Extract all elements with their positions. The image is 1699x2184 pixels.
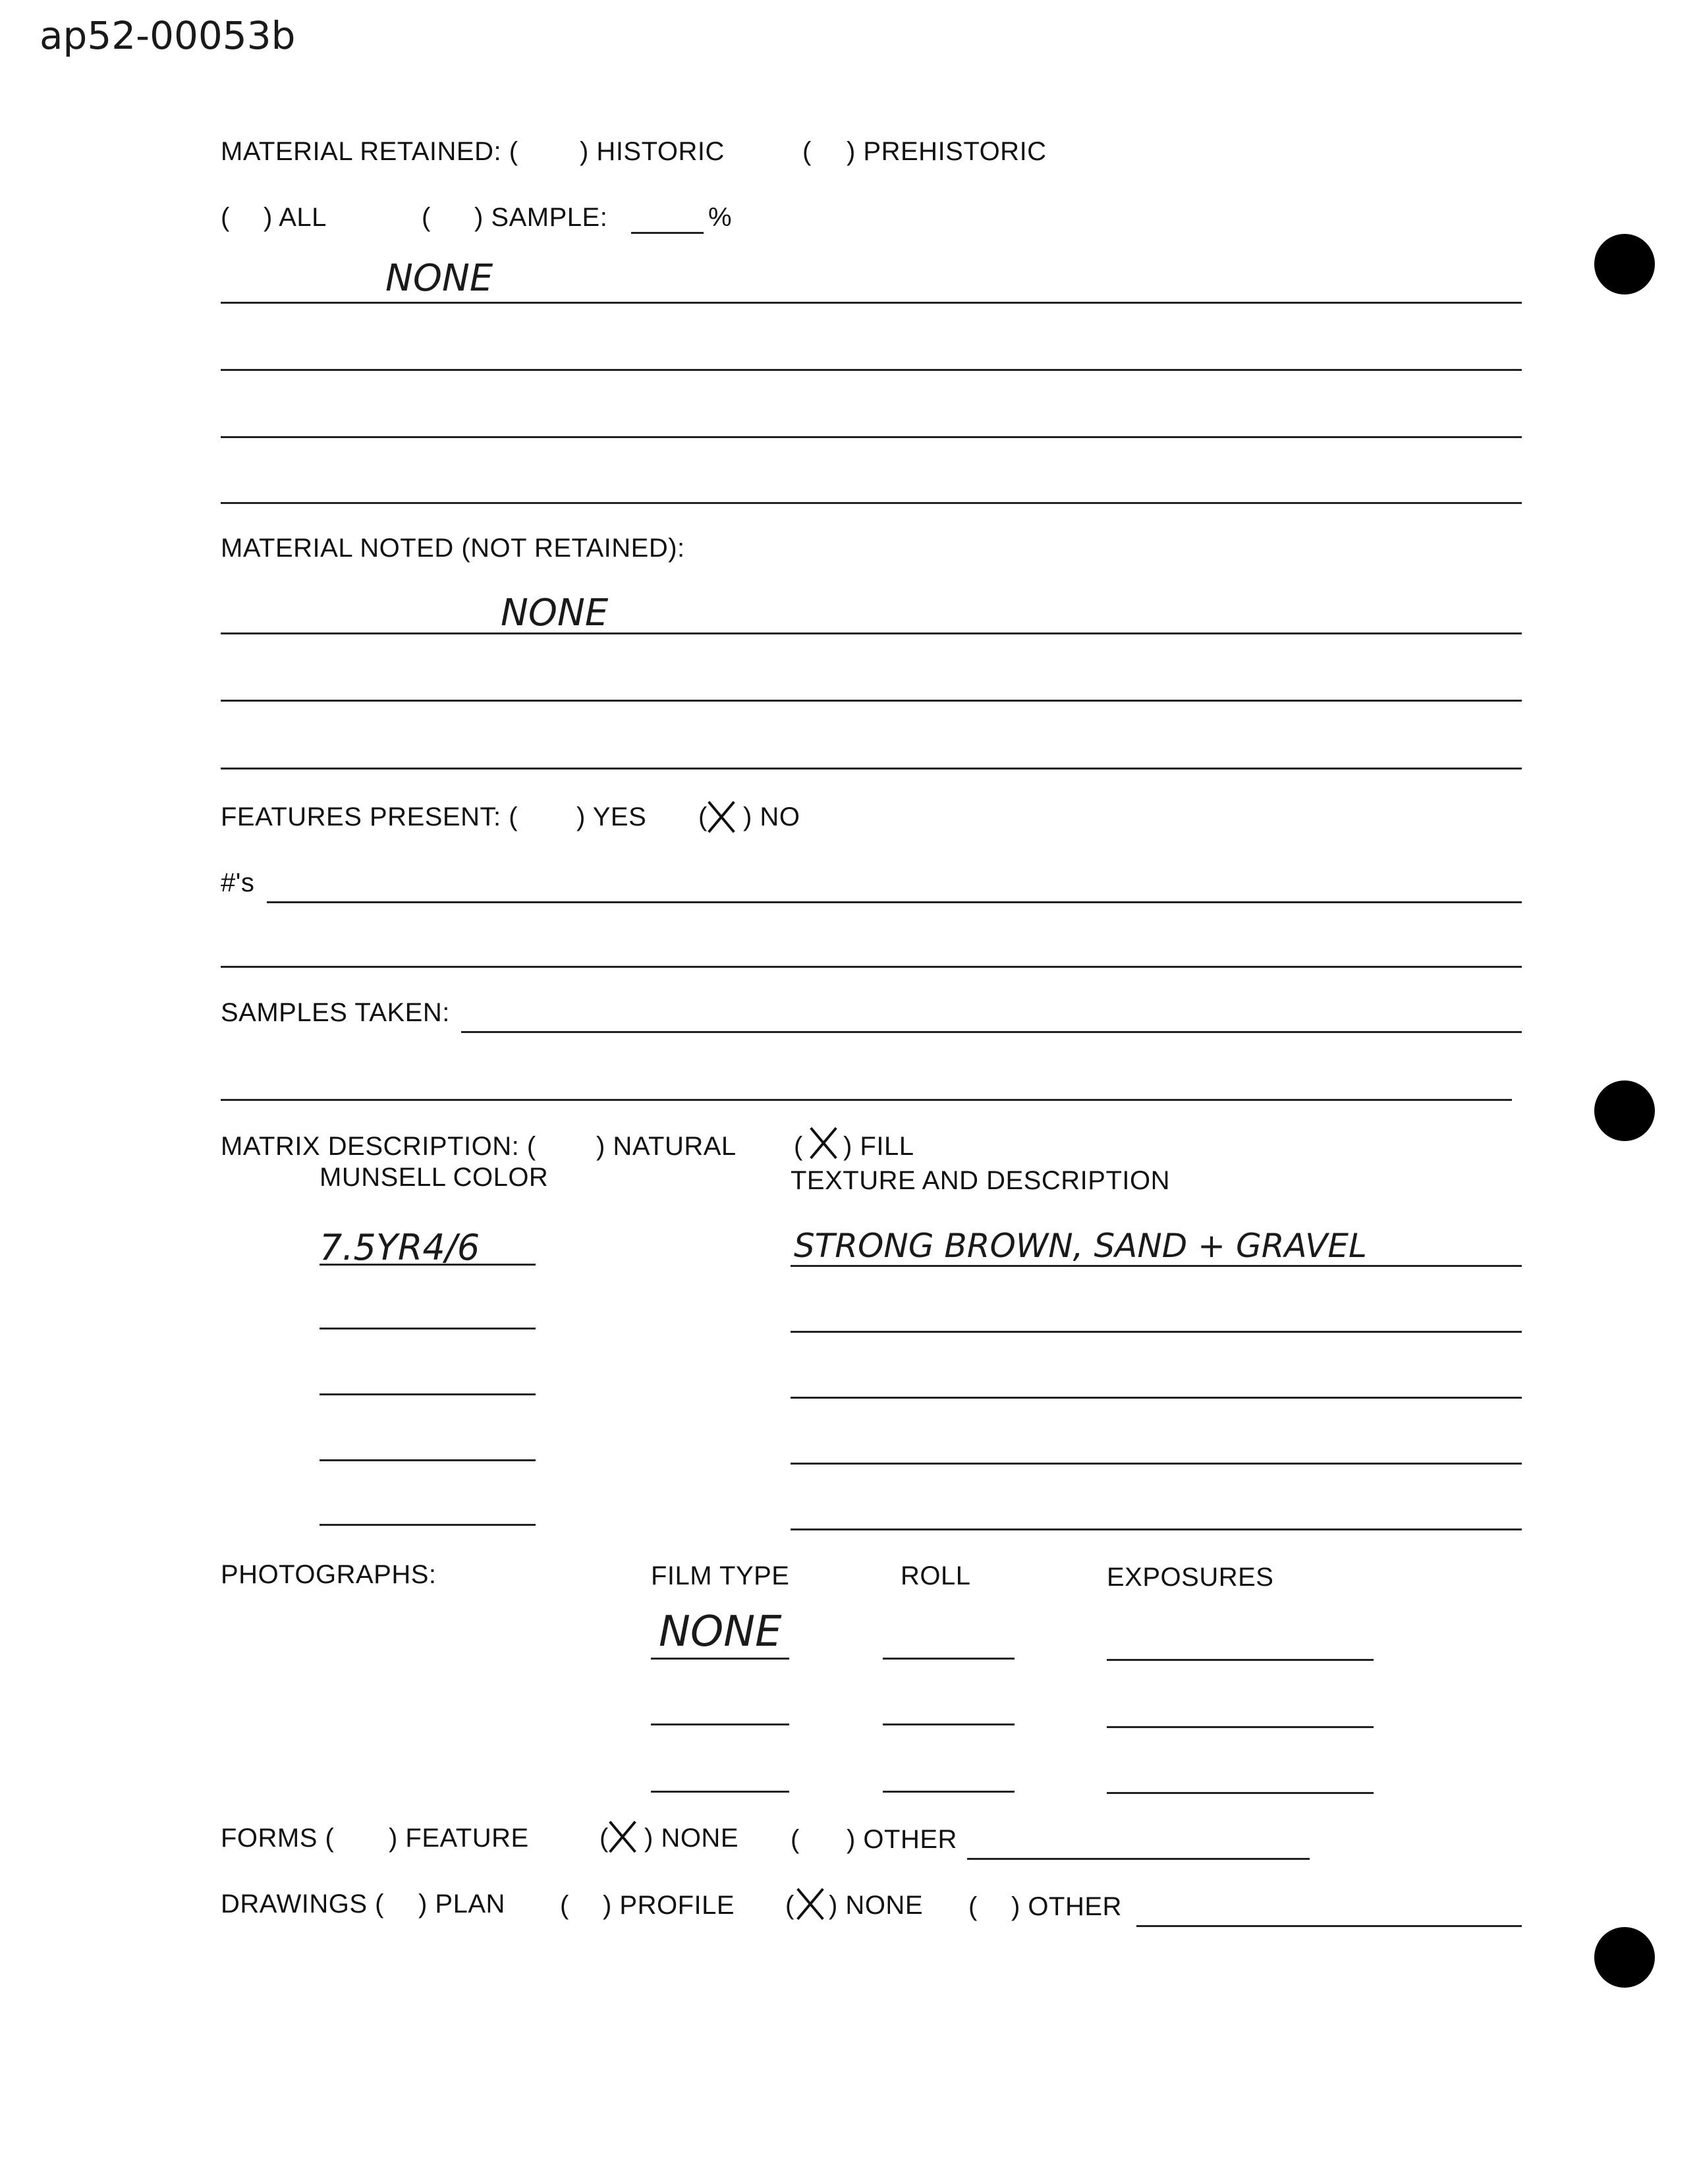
exposures-line-2[interactable] [1107,1726,1374,1728]
samples-taken-label: SAMPLES TAKEN: [221,998,450,1027]
prehistoric-option[interactable]: ) PREHISTORIC [847,137,1047,166]
feature-numbers-line-1[interactable] [267,901,1522,903]
features-present-label: FEATURES PRESENT: ( [221,802,518,831]
features-no-open-paren: ( [698,802,708,831]
material-noted-label: MATERIAL NOTED (NOT RETAINED): [221,534,685,563]
drawings-none-open-paren: ( [785,1891,794,1920]
forms-none-check-mark [603,1817,642,1857]
drawings-none-check-mark [791,1884,830,1924]
percent-sign: % [708,203,733,232]
drawings-label: DRAWINGS ( [221,1890,384,1918]
material-retained-line-4[interactable] [221,502,1522,504]
munsell-color-value: 7.5YR4/6 [320,1227,480,1268]
drawings-profile-option[interactable]: ) PROFILE [603,1891,735,1920]
all-open-paren: ( [221,203,230,232]
texture-line-4[interactable] [791,1463,1522,1465]
samples-taken-line-2[interactable] [221,1099,1512,1101]
roll-line-1[interactable] [883,1658,1015,1660]
film-type-value: NONE [659,1608,782,1656]
feature-numbers-label: #'s [221,868,255,897]
material-retained-line-2[interactable] [221,369,1522,371]
texture-description-value: STRONG BROWN, SAND + GRAVEL [794,1227,1367,1265]
material-retained-line-3[interactable] [221,436,1522,438]
matrix-fill-open-paren: ( [794,1132,803,1161]
all-option[interactable]: ) ALL [264,203,327,232]
munsell-line-5[interactable] [320,1524,536,1526]
features-no-check-mark [702,797,741,837]
material-noted-line-3[interactable] [221,768,1522,770]
material-retained-line-1[interactable] [221,302,1522,304]
munsell-color-header: MUNSELL COLOR [320,1163,549,1192]
forms-none-open-paren: ( [599,1824,609,1853]
exposures-line-3[interactable] [1107,1792,1374,1794]
document-id: ap52-00053b [40,13,296,58]
binder-hole-middle [1594,1080,1655,1141]
matrix-fill-check-mark [804,1123,843,1163]
features-no-option[interactable]: ) NO [743,802,800,831]
binder-hole-bottom [1594,1927,1655,1988]
forms-other-open-paren: ( [791,1825,800,1854]
texture-line-1[interactable] [791,1265,1522,1267]
matrix-fill-option[interactable]: ) FILL [843,1132,914,1161]
munsell-line-3[interactable] [320,1393,536,1395]
texture-description-header: TEXTURE AND DESCRIPTION [791,1166,1171,1195]
drawings-profile-open-paren: ( [560,1891,569,1920]
film-type-line-1[interactable] [651,1658,789,1660]
forms-other-option[interactable]: ) OTHER [847,1825,957,1854]
photographs-label: PHOTOGRAPHS: [221,1560,437,1589]
drawings-other-option[interactable]: ) OTHER [1011,1892,1122,1921]
feature-numbers-line-2[interactable] [221,966,1522,968]
drawings-none-option[interactable]: ) NONE [829,1891,923,1920]
texture-line-5[interactable] [791,1528,1522,1530]
material-retained-label: MATERIAL RETAINED: ( [221,137,518,166]
forms-label: FORMS ( [221,1824,335,1853]
forms-other-field[interactable] [967,1858,1310,1860]
exposures-header: EXPOSURES [1107,1563,1274,1592]
exposures-line-1[interactable] [1107,1659,1374,1661]
munsell-line-1[interactable] [320,1264,536,1266]
features-yes-option[interactable]: ) YES [576,802,647,831]
film-type-line-2[interactable] [651,1723,789,1725]
munsell-line-4[interactable] [320,1459,536,1461]
roll-header: ROLL [901,1561,971,1590]
sample-option[interactable]: ) SAMPLE: [474,203,608,232]
samples-taken-line-1[interactable] [461,1031,1522,1033]
munsell-line-2[interactable] [320,1328,536,1330]
drawings-other-open-paren: ( [968,1892,978,1921]
sample-open-paren: ( [422,203,431,232]
film-type-line-3[interactable] [651,1791,789,1793]
drawings-other-field[interactable] [1136,1925,1522,1927]
material-noted-line-2[interactable] [221,700,1522,702]
drawings-plan-option[interactable]: ) PLAN [418,1890,505,1918]
matrix-natural-option[interactable]: ) NATURAL [596,1132,737,1161]
material-noted-value: NONE [501,592,609,634]
material-noted-line-1[interactable] [221,632,1522,634]
texture-line-3[interactable] [791,1397,1522,1399]
prehistoric-open-paren: ( [802,137,812,166]
roll-line-3[interactable] [883,1791,1015,1793]
matrix-description-label: MATRIX DESCRIPTION: ( [221,1132,536,1161]
binder-hole-top [1594,234,1655,294]
film-type-header: FILM TYPE [651,1561,790,1590]
roll-line-2[interactable] [883,1723,1015,1725]
texture-line-2[interactable] [791,1331,1522,1333]
forms-none-option[interactable]: ) NONE [644,1824,738,1853]
material-retained-value: NONE [385,257,493,300]
forms-feature-option[interactable]: ) FEATURE [389,1824,529,1853]
sample-percent-field[interactable] [631,232,704,234]
historic-option[interactable]: ) HISTORIC [580,137,725,166]
